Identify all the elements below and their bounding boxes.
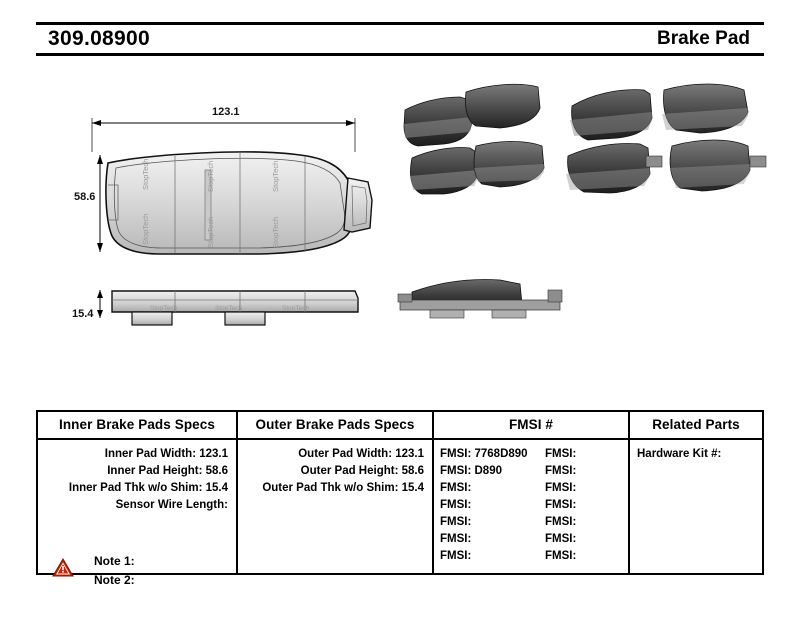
fmsi-row: FMSI: xyxy=(440,499,472,511)
svg-text:StopTech: StopTech xyxy=(215,305,243,312)
fmsi-row: FMSI: xyxy=(545,550,577,562)
spec-table-header-row xyxy=(38,412,762,440)
related-part-row: Hardware Kit #: xyxy=(637,448,722,460)
fmsi-right-column xyxy=(545,446,625,565)
inner-spec-row: Inner Pad Height: 58.6 xyxy=(107,465,228,477)
part-number: 309.08900 xyxy=(48,27,150,50)
fmsi-left-column xyxy=(440,446,545,565)
dimension-thickness-label: 15.4 xyxy=(72,308,94,320)
dimension-width-label: 123.1 xyxy=(212,106,240,118)
fmsi-row: FMSI: xyxy=(545,533,577,545)
header-related-parts: Related Parts xyxy=(652,417,740,432)
fmsi-row: FMSI: xyxy=(545,499,577,511)
fmsi-row: FMSI: xyxy=(545,448,577,460)
document-header xyxy=(36,22,764,56)
inner-spec-row: Inner Pad Thk w/o Shim: 15.4 xyxy=(68,482,228,494)
svg-text:StopTech: StopTech xyxy=(282,305,310,312)
outer-spec-row: Outer Pad Width: 123.1 xyxy=(298,448,424,460)
svg-text:StopTech: StopTech xyxy=(206,160,215,192)
svg-text:StopTech: StopTech xyxy=(141,213,150,245)
fmsi-row: FMSI: 7768D890 xyxy=(440,448,528,460)
pad-photo-edge-view xyxy=(398,280,562,319)
fmsi-row: FMSI: xyxy=(545,516,577,528)
svg-text:StopTech: StopTech xyxy=(206,216,215,248)
notes-section xyxy=(52,552,352,590)
note-2: Note 2: xyxy=(94,573,135,587)
outer-spec-row: Outer Pad Height: 58.6 xyxy=(300,465,424,477)
height-dimension-line xyxy=(97,155,103,252)
pad-front-view xyxy=(106,152,372,254)
fmsi-row: FMSI: xyxy=(545,465,577,477)
svg-text:StopTech: StopTech xyxy=(271,216,280,248)
fmsi-cell xyxy=(434,440,630,573)
related-parts-cell xyxy=(630,440,762,573)
header-fmsi: FMSI # xyxy=(434,412,630,438)
fmsi-row: FMSI: xyxy=(440,482,472,494)
pad-photo-left-group xyxy=(404,84,544,194)
part-type-label: Brake Pad xyxy=(657,28,750,49)
width-dimension-line xyxy=(92,118,355,152)
fmsi-row: FMSI: xyxy=(440,550,472,562)
thickness-dimension-line xyxy=(97,290,103,318)
svg-text:StopTech: StopTech xyxy=(150,305,178,312)
dimension-height-label: 58.6 xyxy=(74,191,96,203)
specifications-table xyxy=(36,410,764,575)
pad-edge-view xyxy=(97,290,358,325)
fmsi-row: FMSI: xyxy=(440,533,472,545)
inner-spec-row: Sensor Wire Length: xyxy=(115,499,228,511)
note-1: Note 1: xyxy=(94,554,135,568)
fmsi-row: FMSI: D890 xyxy=(440,465,502,477)
warning-icon xyxy=(52,558,74,577)
fmsi-row: FMSI: xyxy=(545,482,577,494)
brake-pad-diagram xyxy=(0,60,800,390)
svg-text:StopTech: StopTech xyxy=(271,160,280,192)
outer-spec-row: Outer Pad Thk w/o Shim: 15.4 xyxy=(262,482,424,494)
svg-text:StopTech: StopTech xyxy=(141,158,150,190)
product-drawing-area xyxy=(0,60,800,390)
header-outer-specs: Outer Brake Pads Specs xyxy=(238,412,434,438)
header-inner-specs: Inner Brake Pads Specs xyxy=(38,412,238,438)
inner-spec-row: Inner Pad Width: 123.1 xyxy=(104,448,228,460)
pad-photo-right-group xyxy=(566,84,766,193)
fmsi-row: FMSI: xyxy=(440,516,472,528)
